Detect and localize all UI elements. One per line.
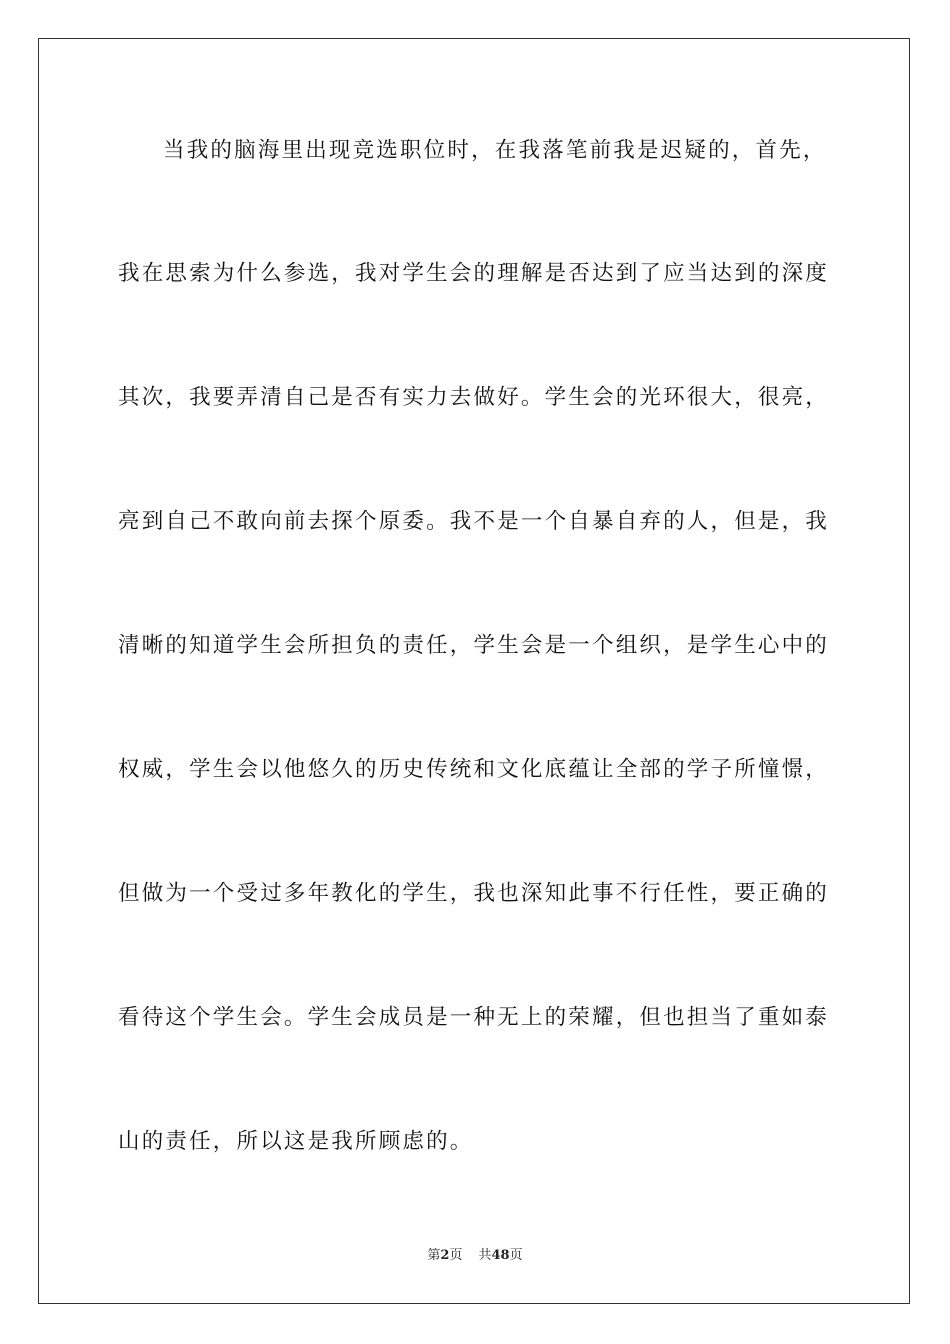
text-line-7: 但做为一个受过多年教化的学生，我也深知此事不行任性，要正确的 — [118, 881, 830, 906]
total-prefix: 共 — [478, 1248, 492, 1263]
text-line-8: 看待这个学生会。学生会成员是一种无上的荣耀，但也担当了重如泰 — [118, 1005, 830, 1030]
total-pages: 48 — [491, 1248, 510, 1263]
text-line-4: 亮到自己不敢向前去探个原委。我不是一个自暴自弃的人，但是，我 — [118, 509, 830, 534]
text-line-2: 我在思索为什么参选，我对学生会的理解是否达到了应当达到的深度 — [118, 261, 830, 286]
text-line-9: 山的责任，所以这是我所顾虑的。 — [118, 1129, 474, 1154]
total-suffix: 页 — [509, 1248, 523, 1263]
text-line-3: 其次，我要弄清自己是否有实力去做好。学生会的光环很大，很亮， — [118, 385, 830, 410]
page-number: 2 — [440, 1248, 450, 1263]
page-border — [38, 38, 910, 1304]
page-prefix: 第 — [427, 1248, 441, 1263]
text-line-5: 清晰的知道学生会所担负的责任，学生会是一个组织，是学生心中的 — [118, 633, 830, 658]
text-line-6: 权威，学生会以他悠久的历史传统和文化底蕴让全部的学子所憧憬， — [118, 757, 830, 782]
page-suffix: 页 — [449, 1248, 463, 1263]
text-line-1: 当我的脑海里出现竞选职位时，在我落笔前我是迟疑的，首先， — [163, 138, 827, 163]
page-footer — [0, 1246, 950, 1266]
